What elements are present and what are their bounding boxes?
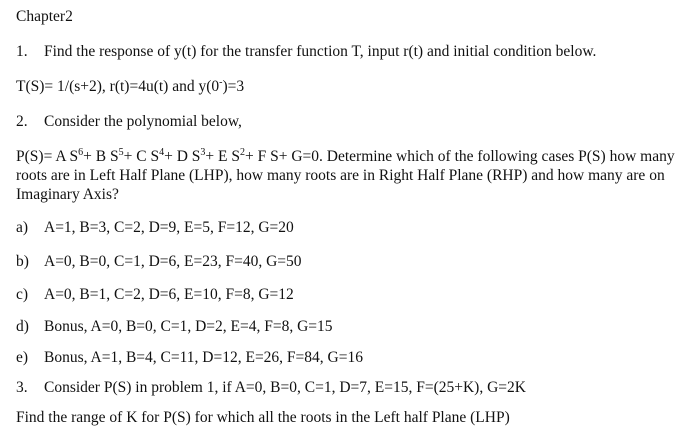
case-label: d) xyxy=(16,318,29,335)
question-1-number: 1. xyxy=(16,43,28,60)
poly-exponent-6: 6 xyxy=(78,147,84,158)
case-values: Bonus, A=0, B=0, C=1, D=2, E=4, F=8, G=15 xyxy=(44,318,333,335)
poly-term-e: + E S xyxy=(205,148,240,165)
equation-part-b: )=3 xyxy=(222,78,245,95)
equation-superscript: - xyxy=(219,77,223,88)
question-3 xyxy=(16,379,526,397)
case-label: e) xyxy=(16,349,29,366)
case-b xyxy=(16,253,302,271)
question-3-text: Consider P(S) in problem 1, if A=0, B=0, C=1, D=7, E=15, F=(25+K), G=2K xyxy=(44,379,526,396)
case-a xyxy=(16,219,294,237)
question-2 xyxy=(16,113,242,131)
poly-exponent-4: 4 xyxy=(159,147,165,158)
chapter-heading: Chapter2 xyxy=(16,8,73,25)
poly-tail-text: + F S+ G=0. Determine which of the following cases P(S) how many roots are in Left Half Plane (LHP), how many roots are in Right Half Plane (RHP) and how many are on Imaginary Axis? xyxy=(16,148,675,203)
poly-term-b: + B S xyxy=(83,148,119,165)
case-values: Bonus, A=1, B=4, C=11, D=12, E=26, F=84, G=16 xyxy=(44,349,363,366)
poly-exponent-5: 5 xyxy=(118,147,124,158)
case-d xyxy=(16,318,333,336)
case-label: a) xyxy=(16,219,29,236)
question-3-followup: Find the range of K for P(S) for which all the roots in the Left half Plane (LHP) xyxy=(16,409,510,426)
poly-term-c: + C S xyxy=(123,148,160,165)
case-values: A=0, B=1, C=2, D=6, E=10, F=8, G=12 xyxy=(44,286,294,303)
question-1 xyxy=(16,43,596,61)
question-3-number: 3. xyxy=(16,379,28,396)
question-2-number: 2. xyxy=(16,113,28,130)
poly-term-a: P(S)= A S xyxy=(16,148,79,165)
case-values: A=1, B=3, C=2, D=9, E=5, F=12, G=20 xyxy=(44,219,294,236)
equation-part-a: T(S)= 1/(s+2), r(t)=4u(t) and y(0 xyxy=(16,78,220,95)
case-label: b) xyxy=(16,253,29,270)
question-1-text: Find the response of y(t) for the transfer function T, input r(t) and initial condition below. xyxy=(44,43,597,60)
question-2-text: Consider the polynomial below, xyxy=(44,113,242,130)
poly-term-d: + D S xyxy=(164,148,201,165)
poly-exponent-3: 3 xyxy=(200,147,206,158)
case-c xyxy=(16,286,294,304)
case-label: c) xyxy=(16,286,29,303)
case-values: A=0, B=0, C=1, D=6, E=23, F=40, G=50 xyxy=(44,253,302,270)
poly-exponent-2: 2 xyxy=(239,147,245,158)
question-1-equation xyxy=(16,78,244,96)
case-e xyxy=(16,349,363,367)
polynomial-paragraph xyxy=(16,147,688,204)
